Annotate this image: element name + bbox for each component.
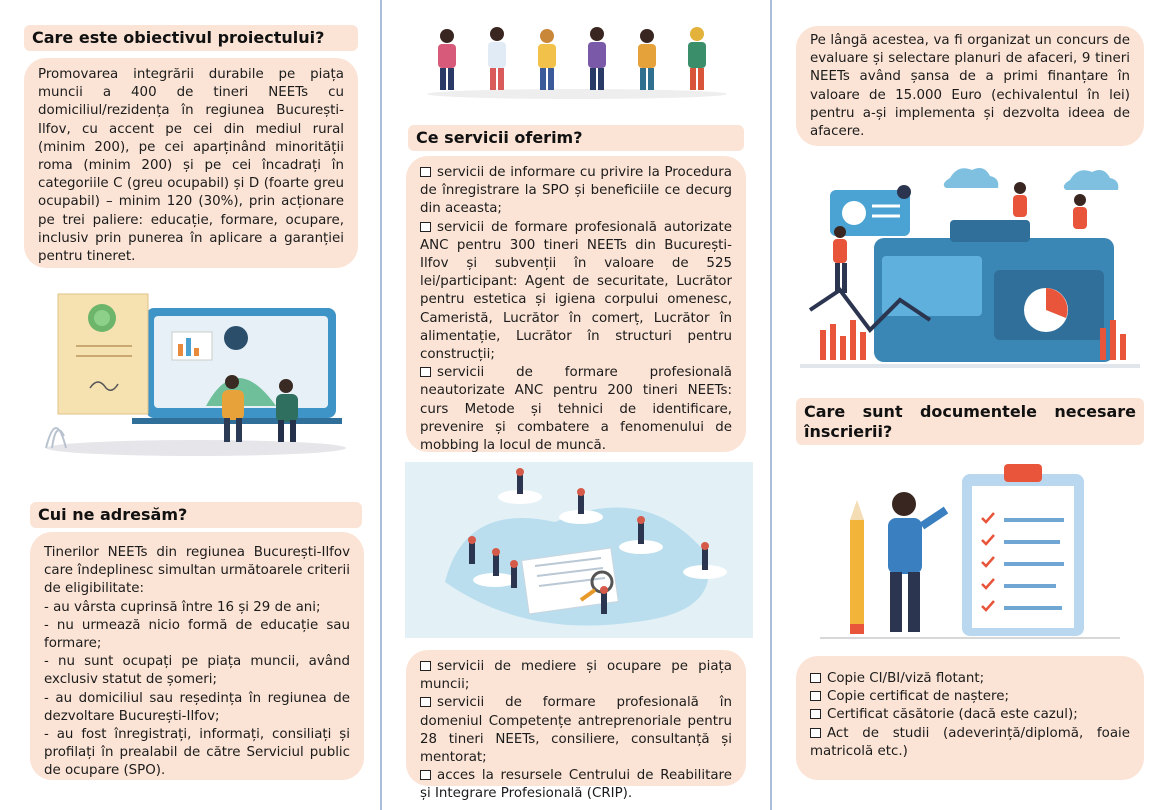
column-documents	[772, 0, 1170, 810]
documents-heading	[796, 398, 1144, 445]
checkbox-icon	[810, 673, 821, 683]
network-illustration	[405, 462, 753, 638]
services-heading: Ce servicii oferim?	[408, 125, 744, 151]
document-item	[810, 706, 1130, 724]
service-item	[420, 694, 732, 767]
audience-box	[30, 532, 364, 780]
services-box-extra	[406, 650, 746, 802]
objective-heading: Care este obiectivul proiectului?	[24, 25, 358, 51]
document-item	[810, 688, 1130, 706]
service-item-text: servicii de informare cu privire la Procedura de înregistrare la SPO și beneficiile ce decurg din aceasta;	[420, 165, 732, 217]
service-item-text: acces la resursele Centrului de Reabilitare și Integrare Profesională (CRIP).	[420, 768, 732, 802]
document-item-text: Act de studii (adeverință/diplomă, foaie matricolă etc.)	[810, 725, 1130, 759]
pencil-icon	[850, 500, 864, 634]
document-item	[810, 670, 1130, 688]
service-item-text: servicii de formare profesională neautorizate ANC pentru 200 tineri NEETs: curs Metode și tehnici de identificare, prevenire și combatere a fenomenului de mobbing la locul de muncă.	[420, 365, 732, 454]
documents-box	[796, 656, 1144, 780]
audience-criterion: - au vârsta cuprinsă între 16 și 29 de ani;	[44, 599, 321, 615]
documents-heading-text: Care sunt documentele necesare înscrierii?	[804, 402, 1136, 441]
service-item	[420, 658, 732, 694]
service-item-text: servicii de formare profesională autorizate ANC pentru 300 tineri NEETs din București-Ilfov și subvenții în valoare de 525 lei/participant: Agent de securitate, Lucrător pentru estetica și igiena corpului omenesc, Cameristă, Lucrător în comerț, Lucrător în alimentație, Lucrător în structuri pentru construcții;	[420, 219, 732, 363]
checklist-illustration	[820, 460, 1120, 642]
online-training-illustration	[36, 288, 346, 458]
contest-text: Pe lângă acestea, va fi organizat un concurs de evaluare și selectare planuri de afaceri, 9 tineri NEETs având șansa de a primi finanțare în valoare de 15.000 Euro (echivalentul în lei) pentru a-și implementa și dezvolta ideea de afacere.	[810, 33, 1130, 140]
document-item-text: Copie CI/BI/viză flotant;	[827, 671, 985, 686]
people-group-illustration	[412, 22, 742, 100]
service-item	[420, 219, 732, 365]
service-item-text: servicii de mediere și ocupare pe piața muncii;	[420, 659, 732, 693]
objective-text: Promovarea integrării durabile pe piața muncii a 400 de tineri NEETs cu domiciliul/rezidența în regiunea București-Ilfov, cu accent pe cei din mediul rural (minim 200), pe cei aparținând minorității roma (minim 200) și pe cei încadrați în categoriile C (greu ocupabil) și D (foarte greu ocupabil) – minim 120 (30%), prin acționare pe trei paliere: educație, formare, ocupare, inclusiv prin punerea în aplicare a garanției pentru tineret.	[38, 67, 344, 265]
service-item	[420, 767, 732, 803]
clipboard-icon	[962, 464, 1084, 636]
service-item	[420, 364, 732, 455]
service-item-text: servicii de formare profesională în domeniul Competențe antreprenoriale pentru 28 tineri NEETs, consiliere, consultanță și mentorat;	[420, 695, 732, 766]
checkbox-icon	[810, 728, 821, 738]
certificate-icon	[58, 294, 148, 414]
audience-criterion: - au fost înregistrați, informați, consiliați și profilați în prealabil de către Serviciul public de ocupare (SPO).	[44, 727, 350, 779]
audience-criterion: - nu urmează nicio formă de educație sau formare;	[44, 617, 350, 652]
checkbox-icon	[420, 770, 431, 780]
service-item	[420, 164, 732, 219]
checkbox-icon	[420, 167, 431, 177]
checkbox-icon	[420, 661, 431, 671]
checkbox-icon	[810, 709, 821, 719]
column-services	[382, 0, 770, 810]
checkbox-icon	[420, 697, 431, 707]
audience-criterion: - au domiciliul sau reședința în regiunea de dezvoltare București-Ilfov;	[44, 690, 350, 724]
audience-intro: Tinerilor NEETs din regiunea București-Ilfov care îndeplinesc simultan următoarele criterii de eligibilitate:	[44, 545, 350, 597]
document-item-text: Copie certificat de naștere;	[827, 689, 1009, 705]
audience-heading: Cui ne adresăm?	[30, 502, 362, 528]
services-box-main	[406, 156, 746, 452]
document-item	[810, 725, 1130, 761]
business-analytics-illustration	[800, 160, 1140, 382]
contest-box	[796, 26, 1144, 146]
checkbox-icon	[420, 367, 431, 377]
checkbox-icon	[420, 222, 431, 232]
document-item-text: Certificat căsătorie (dacă este cazul);	[827, 707, 1078, 723]
checkbox-icon	[810, 691, 821, 701]
column-objective	[0, 0, 380, 810]
audience-criterion: - nu sunt ocupați pe piața muncii, având exclusiv statut de șomeri;	[44, 654, 350, 688]
objective-box	[24, 58, 358, 268]
